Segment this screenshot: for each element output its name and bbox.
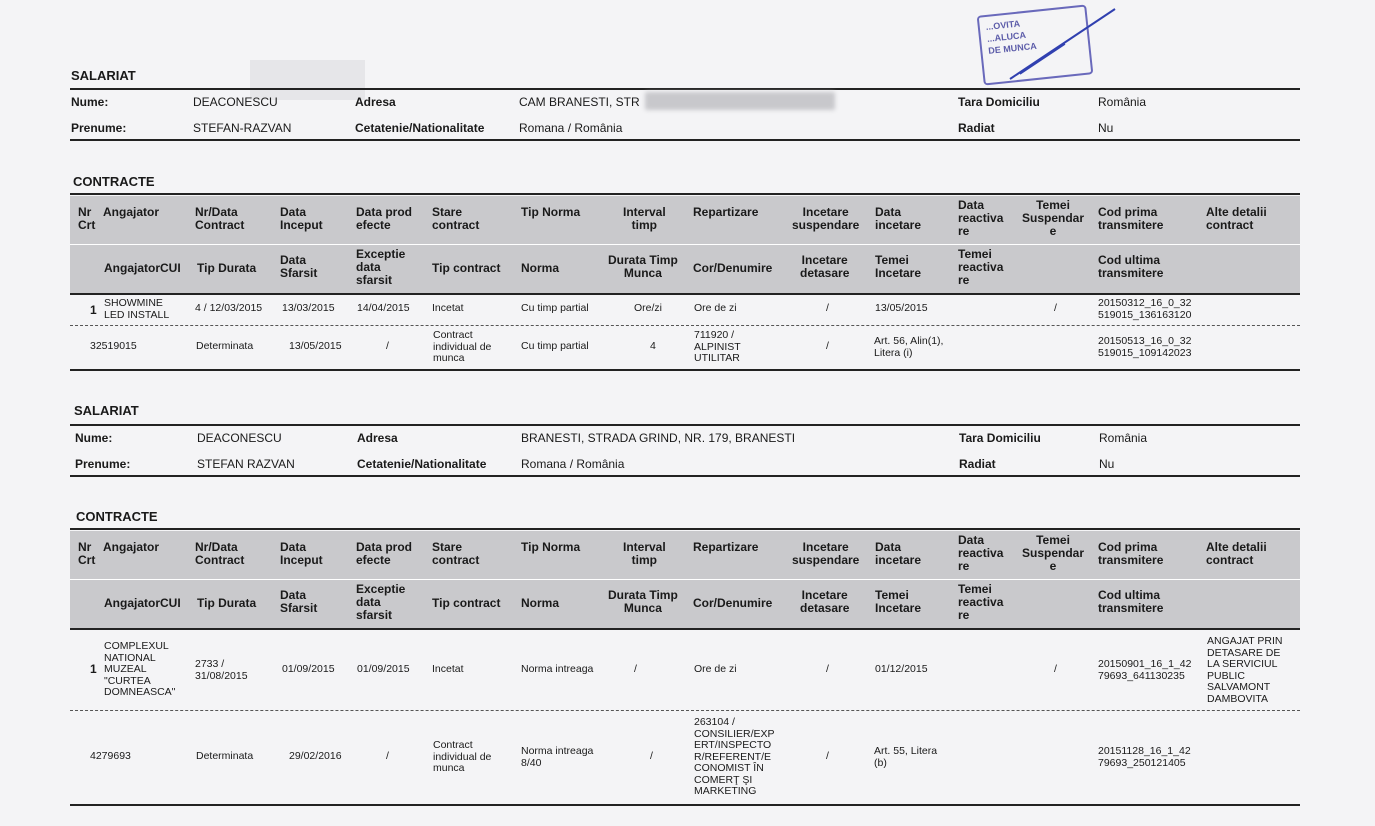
header-cell: Data prod efecte bbox=[356, 540, 413, 567]
table-cell: 4 bbox=[650, 340, 656, 352]
header-cell: Data Sfarsit bbox=[280, 253, 318, 280]
prenume-value: STEFAN-RAZVAN bbox=[193, 121, 292, 135]
table-cell: / bbox=[1054, 663, 1057, 675]
divider bbox=[70, 193, 1300, 195]
stamp-line-3: DE MUNCA bbox=[987, 40, 1038, 56]
divider bbox=[70, 139, 1300, 141]
header-cell: Tip Durata bbox=[197, 261, 257, 275]
table-cell: COMPLEXUL NATIONAL MUZEAL "CURTEA DOMNEASCA" bbox=[104, 640, 176, 698]
stamp-line-1: ...OVITA bbox=[985, 18, 1021, 33]
header-cell: Stare contract bbox=[432, 540, 480, 567]
table-cell: Norma intreaga bbox=[521, 663, 594, 675]
header-cell: Temei Incetare bbox=[875, 588, 922, 615]
table-cell: Incetat bbox=[432, 302, 464, 314]
header-cell: Temei Suspendar e bbox=[1022, 533, 1085, 573]
header-cell: Alte detalii contract bbox=[1206, 540, 1267, 567]
header-cell: Exceptie data sfarsit bbox=[356, 582, 406, 622]
table-cell: 29/02/2016 bbox=[289, 750, 342, 762]
table-cell: 20150312_16_0_32 519015_136163120 bbox=[1098, 297, 1192, 321]
contracte-1-title: CONTRACTE bbox=[73, 174, 155, 189]
prenume-label: Prenume: bbox=[71, 121, 127, 135]
table-cell: 20150901_16_1_42 79693_641130235 bbox=[1098, 658, 1192, 682]
header-cell: Data Inceput bbox=[280, 540, 323, 567]
header-cell: Nr Crt bbox=[78, 540, 96, 567]
table-cell: 4 / 12/03/2015 bbox=[195, 302, 263, 314]
header-cell: Tip Norma bbox=[521, 205, 581, 219]
row-separator bbox=[70, 710, 1300, 711]
header-cell: Repartizare bbox=[693, 540, 759, 554]
table-cell: / bbox=[826, 340, 829, 352]
table-cell: / bbox=[826, 663, 829, 675]
table-cell: 01/09/2015 bbox=[357, 663, 410, 675]
divider bbox=[70, 579, 1300, 580]
table-cell: Art. 56, Alin(1), Litera (i) bbox=[874, 335, 944, 359]
table-cell: Contract individual de munca bbox=[433, 739, 492, 774]
header-cell: Stare contract bbox=[432, 205, 480, 232]
header-cell: Temei reactiva re bbox=[958, 247, 1004, 287]
adresa-label: Adresa bbox=[355, 95, 396, 109]
header-cell: Data prod efecte bbox=[356, 205, 413, 232]
tara-value: România bbox=[1099, 431, 1148, 445]
header-cell: Nr Crt bbox=[78, 205, 96, 232]
contracte-2-title: CONTRACTE bbox=[76, 509, 158, 524]
table-cell: 32519015 bbox=[90, 340, 137, 352]
cetatenie-label: Cetatenie/Nationalitate bbox=[357, 457, 487, 471]
row-separator bbox=[70, 325, 1300, 326]
table-cell: / bbox=[634, 663, 637, 675]
tara-label: Tara Domiciliu bbox=[959, 431, 1041, 445]
tara-label: Tara Domiciliu bbox=[958, 95, 1040, 109]
header-cell: Data incetare bbox=[875, 205, 922, 232]
header-cell: Data incetare bbox=[875, 540, 922, 567]
table-cell: / bbox=[386, 340, 389, 352]
table-cell: Cu timp partial bbox=[521, 340, 589, 352]
header-cell: Incetare detasare bbox=[800, 253, 850, 280]
header-cell: Nr/Data Contract bbox=[195, 205, 245, 232]
table-cell: Incetat bbox=[432, 663, 464, 675]
table-cell: / bbox=[826, 750, 829, 762]
header-cell: Durata Timp Munca bbox=[608, 253, 678, 280]
header-cell: Alte detalii contract bbox=[1206, 205, 1267, 232]
tara-value: România bbox=[1098, 95, 1147, 109]
table-cell: ANGAJAT PRIN DETASARE DE LA SERVICIUL PUBLIC SALVAMONT DAMBOVITA bbox=[1207, 635, 1283, 705]
table-cell: 263104 / CONSILIER/EXP ERT/INSPECTO R/REFERENT/E CONOMIST ÎN COMERŢ ŞI MARKETING bbox=[694, 716, 775, 797]
row-number: 1 bbox=[90, 303, 97, 317]
header-cell: Norma bbox=[521, 596, 560, 610]
prenume-value: STEFAN RAZVAN bbox=[197, 457, 295, 471]
table-cell: / bbox=[1054, 302, 1057, 314]
header-cell: Data Inceput bbox=[280, 205, 323, 232]
header-cell: Incetare suspendare bbox=[792, 540, 860, 567]
radiat-value: Nu bbox=[1098, 121, 1114, 135]
header-cell: AngajatorCUI bbox=[104, 596, 181, 610]
header-cell: Durata Timp Munca bbox=[608, 588, 678, 615]
nume-value: DEACONESCU bbox=[197, 431, 282, 445]
header-cell: Nr/Data Contract bbox=[195, 540, 245, 567]
salariat-2-title: SALARIAT bbox=[74, 403, 139, 418]
salariat-1-title: SALARIAT bbox=[71, 68, 136, 83]
radiat-value: Nu bbox=[1099, 457, 1115, 471]
header-cell: Incetare suspendare bbox=[792, 205, 860, 232]
divider bbox=[70, 475, 1300, 477]
header-cell: Temei reactiva re bbox=[958, 582, 1004, 622]
header-cell: Cod prima transmitere bbox=[1098, 205, 1164, 232]
table-cell: Ore/zi bbox=[634, 302, 663, 314]
cetatenie-label: Cetatenie/Nationalitate bbox=[355, 121, 485, 135]
table-cell: Cu timp partial bbox=[521, 302, 589, 314]
header-cell: Data Sfarsit bbox=[280, 588, 318, 615]
table-cell: 13/05/2015 bbox=[289, 340, 342, 352]
table-cell: 14/04/2015 bbox=[357, 302, 410, 314]
table-cell: 01/12/2015 bbox=[875, 663, 928, 675]
table-cell: Ore de zi bbox=[694, 663, 737, 675]
cetatenie-value: Romana / România bbox=[521, 457, 625, 471]
header-cell: Cor/Denumire bbox=[693, 596, 773, 610]
divider bbox=[70, 244, 1300, 245]
table-cell: 4279693 bbox=[90, 750, 131, 762]
divider bbox=[70, 628, 1300, 630]
header-cell: Cod prima transmitere bbox=[1098, 540, 1164, 567]
adresa-label: Adresa bbox=[357, 431, 398, 445]
header-cell: Cod ultima transmitere bbox=[1098, 588, 1164, 615]
table-cell: 13/03/2015 bbox=[282, 302, 335, 314]
header-cell: Data reactiva re bbox=[958, 533, 1004, 573]
divider bbox=[70, 293, 1300, 295]
prenume-label: Prenume: bbox=[75, 457, 131, 471]
header-cell: Tip Norma bbox=[521, 540, 581, 554]
header-cell: Tip Durata bbox=[197, 596, 257, 610]
header-cell: Cor/Denumire bbox=[693, 261, 773, 275]
cetatenie-value: Romana / România bbox=[519, 121, 623, 135]
table-cell: Determinata bbox=[196, 750, 254, 762]
table-cell: / bbox=[386, 750, 389, 762]
table-cell: 20150513_16_0_32 519015_109142023 bbox=[1098, 335, 1192, 359]
header-cell: Incetare detasare bbox=[800, 588, 850, 615]
header-cell: Temei Suspendar e bbox=[1022, 198, 1085, 238]
table-cell: 13/05/2015 bbox=[875, 302, 928, 314]
header-cell: Cod ultima transmitere bbox=[1098, 253, 1164, 280]
signature-mark bbox=[1005, 4, 1125, 84]
radiat-label: Radiat bbox=[959, 457, 996, 471]
table-cell: Art. 55, Litera (b) bbox=[874, 745, 938, 769]
header-cell: Repartizare bbox=[693, 205, 759, 219]
header-cell: Temei Incetare bbox=[875, 253, 922, 280]
divider bbox=[70, 424, 1300, 426]
table-cell: 20151128_16_1_42 79693_250121405 bbox=[1098, 745, 1191, 769]
table-cell: Contract individual de munca bbox=[433, 329, 492, 364]
divider bbox=[70, 88, 1300, 90]
header-cell: Data reactiva re bbox=[958, 198, 1004, 238]
header-cell: Tip contract bbox=[432, 596, 501, 610]
divider bbox=[70, 369, 1300, 371]
table-cell: 711920 / ALPINIST UTILITAR bbox=[694, 329, 741, 364]
header-cell: Angajator bbox=[103, 205, 160, 219]
header-cell: Angajator bbox=[103, 540, 160, 554]
table-cell: Norma intreaga 8/40 bbox=[521, 745, 594, 769]
row-number: 1 bbox=[90, 662, 97, 676]
header-cell: Interval timp bbox=[623, 540, 666, 567]
faint-stamp-shadow bbox=[250, 60, 365, 100]
nume-value: DEACONESCU bbox=[193, 95, 278, 109]
table-cell: / bbox=[826, 302, 829, 314]
header-cell: Interval timp bbox=[623, 205, 666, 232]
header-cell: Norma bbox=[521, 261, 560, 275]
adresa-value: CAM BRANESTI, STR bbox=[519, 95, 640, 109]
divider bbox=[70, 528, 1300, 530]
divider bbox=[70, 804, 1300, 806]
radiat-label: Radiat bbox=[958, 121, 995, 135]
nume-label: Nume: bbox=[71, 95, 109, 109]
table-cell: 01/09/2015 bbox=[282, 663, 335, 675]
table-cell: Determinata bbox=[196, 340, 254, 352]
stamp-line-2: ...ALUCA bbox=[986, 29, 1027, 44]
adresa-value: BRANESTI, STRADA GRIND, NR. 179, BRANESTI bbox=[521, 431, 796, 445]
header-cell: AngajatorCUI bbox=[104, 261, 181, 275]
nume-label: Nume: bbox=[75, 431, 113, 445]
redacted-address bbox=[645, 92, 835, 110]
header-cell: Tip contract bbox=[432, 261, 501, 275]
table-cell: / bbox=[650, 750, 653, 762]
header-cell: Exceptie data sfarsit bbox=[356, 247, 406, 287]
table-cell: Ore de zi bbox=[694, 302, 737, 314]
table-cell: 2733 / 31/08/2015 bbox=[195, 658, 248, 682]
table-cell: SHOWMINE LED INSTALL bbox=[104, 297, 170, 321]
